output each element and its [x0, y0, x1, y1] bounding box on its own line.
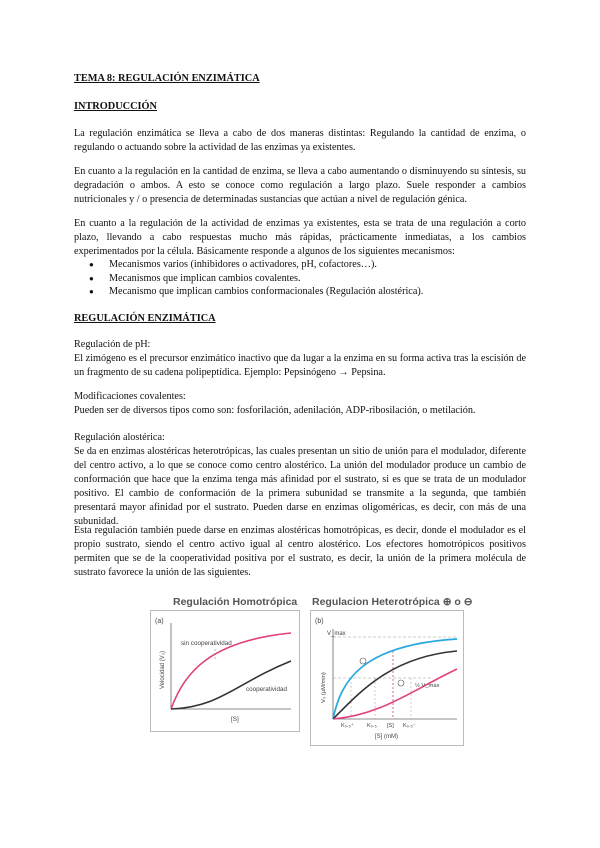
document-title: TEMA 8: REGULACIÓN ENZIMÁTICA: [74, 73, 260, 84]
allosteric-text: Se da en enzimas alostéricas heterotrópicas, las cuales presentan un sitio de unión para el modulador, diferente del centro activo, a lo que se conoce como centro alostérico. La unión del modulador produce un cambio de conformación que hace que la enzima tenga más afinidad por el sustrato, si es que se trata de un modulador positivo. El cambio de conformación de la primera subunidad se transmite a la segunda, que también presentará mayor afinidad por el sustrato. Pueden darse en enzimas oligoméricas, es decir, con más de una subunidad.: [74, 446, 526, 527]
list-item: ● Mecanismo que implican cambios conformacionales (Regulación alostérica).: [89, 285, 509, 299]
cooperativity-label: cooperatividad: [246, 686, 287, 693]
k-label: K₀.₅: [367, 723, 377, 729]
x-axis-label: [S] (mM): [375, 734, 398, 740]
figure-right-title: Regulacion Heterotrópica ⊕ o ⊖: [312, 596, 473, 608]
heterotropic-chart: [311, 611, 463, 745]
homotropic-chart: [151, 611, 299, 731]
intro-paragraph-3: En cuanto a la regulación de la actividad de enzimas ya existentes, esta se trata de una regulación a corto plazo, llevando a cabo respuestas mucho más rápidas, prácticamente inmediatas, a los cambios experimentados por la célula. Básicamente responde a algunos de los siguientes mecanismos:: [74, 218, 526, 257]
x-axis-label: [S]: [231, 716, 239, 723]
vmax-label: V_max: [327, 631, 346, 637]
list-item: ● Mecanismos que implican cambios covalentes.: [89, 272, 509, 286]
panel-b-label: (b): [315, 618, 324, 625]
heterotropic-chart-panel: [310, 610, 464, 746]
allosteric-title: Regulación alostérica:: [74, 432, 165, 443]
mechanisms-list: [89, 258, 509, 299]
covalent-text: Pueden ser de diversos tipos como son: fosforilación, adenilación, ADP-ribosilación, o metilación.: [74, 405, 476, 416]
homotropic-chart-panel: [150, 610, 300, 732]
curve-cooperativity: [171, 661, 291, 709]
minus-marker: [398, 680, 404, 686]
y-axis-label: Velocidad (V₀): [160, 650, 166, 689]
y-axis-label: V₀ (μM/min): [321, 672, 327, 703]
covalent-title: Modificaciones covalentes:: [74, 391, 186, 402]
substrate-label: [S]: [387, 723, 394, 729]
half-vmax-label: ½ V_max: [415, 683, 440, 689]
no-cooperativity-label: sin cooperatividad: [181, 640, 232, 647]
list-item: ● Mecanismos varios (inhibidores o activadores, pH, cofactores…).: [89, 258, 509, 272]
k-minus-label: K₀.₅⁻: [403, 723, 416, 729]
k-plus-label: K₀.₅⁺: [341, 723, 354, 729]
ph-title: Regulación de pH:: [74, 339, 151, 350]
intro-paragraph-2: En cuanto a la regulación en la cantidad de enzima, se lleva a cabo aumentando o disminuyendo su síntesis, su degradación o ambos. A esto se conoce como regulación a largo plazo. Suele responder a cambios nutricionales y / o presencia de determinadas sustancias que actúan a nivel de regulación génica.: [74, 166, 526, 205]
panel-a-label: (a): [155, 618, 164, 625]
ph-text: El zimógeno es el precursor enzimático inactivo que da lugar a la enzima en su forma activa tras la escisión de un fragmento de su cadena polipeptídica. Ejemplo: Pepsinógeno → Pepsina.: [74, 353, 526, 378]
homotropic-text: Esta regulación también puede darse en enzimas alostéricas homotrópicas, es decir, donde el modulador es el propio sustrato, siendo el centro activo igual al centro alostérico. Los efectores homotrópicos positivos permiten que se de la cooperatividad positiva por el sustrato, es decir, la unión de la primera molécula de sustrato favorece la unión de las siguientes.: [74, 525, 526, 578]
figure-left-title: Regulación Homotrópica: [173, 596, 298, 608]
plus-marker: [360, 658, 366, 664]
intro-heading: INTRODUCCIÓN: [74, 101, 157, 112]
intro-paragraph-1: La regulación enzimática se lleva a cabo de dos maneras distintas: Regulando la cantidad de enzima, o regulando o actuando sobre la actividad de las enzimas ya existentes.: [74, 128, 526, 153]
regulation-heading: REGULACIÓN ENZIMÁTICA: [74, 313, 216, 324]
